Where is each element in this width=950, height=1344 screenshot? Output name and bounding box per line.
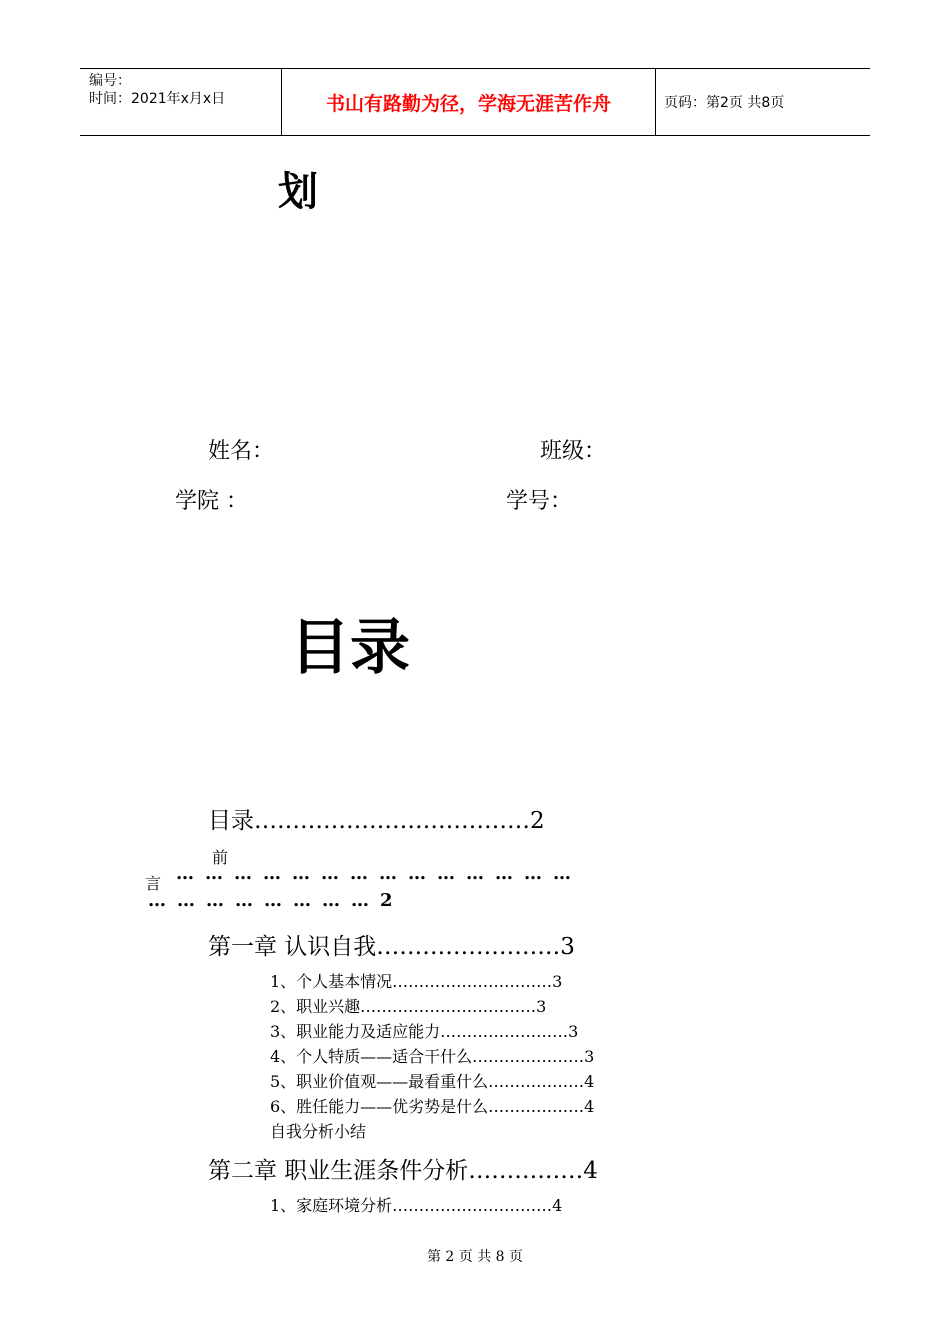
toc-preface-char: 言 (145, 874, 162, 893)
toc-item: 6、胜任能力——优劣势是什么………………4 (270, 1097, 595, 1116)
toc-item: 1、家庭环境分析…………………………4 (270, 1196, 563, 1215)
page-footer: 第 2 页 共 8 页 (426, 1249, 524, 1265)
toc-summary: 自我分析小结 (270, 1122, 367, 1141)
title-fragment: 划 (278, 169, 318, 215)
toc-entry-contents: 目录………………………………2 (208, 808, 545, 834)
toc-preface-char: 前 (212, 848, 229, 867)
toc-item: 5、职业价值观——最看重什么………………4 (270, 1072, 595, 1091)
header-divider (655, 69, 656, 135)
time-label: 时间：2021年x月x日 (89, 91, 226, 107)
toc-preface-dots: ……………………2 (148, 890, 404, 911)
name-field-label: 姓名： (208, 439, 275, 464)
toc-item: 4、个人特质——适合干什么…………………3 (270, 1047, 595, 1066)
toc-chapter-1: 第一章 认识自我……………………3 (208, 934, 575, 960)
header-motto: 书山有路勤为径，学海无涯苦作舟 (325, 92, 611, 115)
toc-preface-dots: …………………………………… (176, 863, 582, 884)
toc-item: 3、职业能力及适应能力……………………3 (270, 1022, 579, 1041)
number-label: 编号： (89, 73, 131, 89)
header-meta (89, 72, 279, 108)
college-field-label: 学院 ： (175, 489, 248, 514)
header-page-info: 页码：第2页 共8页 (664, 95, 785, 111)
toc-chapter-2: 第二章 职业生涯条件分析……………4 (208, 1158, 598, 1184)
document-header (80, 68, 870, 136)
class-field-label: 班级： (540, 439, 607, 464)
toc-heading: 目录 (290, 613, 410, 683)
student-id-field-label: 学号： (506, 489, 573, 514)
toc-item: 2、职业兴趣……………………………3 (270, 997, 547, 1016)
toc-item: 1、个人基本情况…………………………3 (270, 972, 563, 991)
